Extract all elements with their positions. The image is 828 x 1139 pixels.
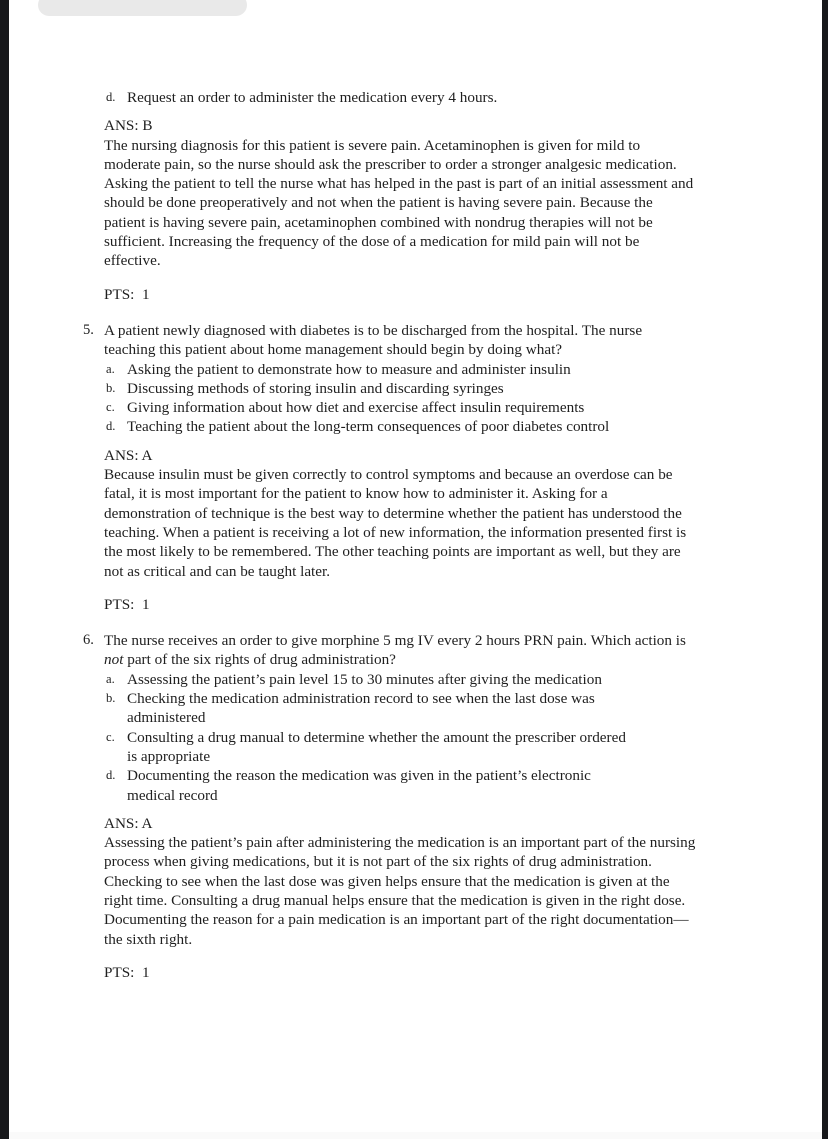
points-line: PTS: 1 [104,595,150,613]
options-list [104,670,804,805]
option-row-c [104,398,804,417]
answer-block-q5 [104,446,804,581]
option-letter: b. [106,380,116,395]
option-letter: d. [106,768,116,783]
answer-label: ANS: A [104,814,153,832]
bottom-strip [9,1132,822,1139]
document-content [83,88,804,982]
italic-word: not [104,651,124,669]
points-line: PTS: 1 [104,285,150,303]
option-letter: a. [106,361,115,376]
question-number: 5. [83,321,94,338]
answer-label: ANS: B [104,117,153,135]
answer-explanation: The nursing diagnosis for this patient is severe pain. Acetaminophen is given for mild to moderate pain, so the nurse should ask the prescriber to order a stronger analgesic medication. Asking the patient to tell the nurse what has helped in the past is part of an initial assessment and should be done preoperatively and not when the patient is having severe pain. Because the patient is having severe pain, acetaminophen combined with nondrug therapies will not be sufficient. Increasing the frequency of the dose of a medication for mild pain will not be effective. [104,136,694,270]
option-letter: a. [106,671,115,686]
option-letter: b. [106,691,116,706]
option-letter: d. [106,90,116,104]
device-edge-right [822,0,828,1139]
option-row-b [104,379,804,398]
option-text: Giving information about how diet and exercise affect insulin requirements [127,399,585,417]
option-row-c [104,728,804,767]
option-text: Consulting a drug manual to determine whether the amount the prescriber ordered is appropriate [127,728,626,765]
question-text-line1: The nurse receives an order to give morphine 5 mg IV every 2 hours PRN pain. Which action is [104,632,686,650]
option-text: Checking the medication administration record to see when the last dose was administered [127,690,595,727]
question-text-line2-rest: part of the six rights of drug administration? [123,651,396,669]
option-row-b [104,689,804,728]
question-6 [83,631,804,805]
option-row-a [104,360,804,379]
question-text [104,631,804,670]
option-text: Assessing the patient’s pain level 15 to 30 minutes after giving the medication [127,670,602,688]
options-list [104,360,804,437]
answer-explanation: Because insulin must be given correctly to control symptoms and because an overdose can be fatal, it is most important for the patient to know how to administer it. Asking for a demonstration of technique is the best way to determine whether the patient has understood the teaching. When a patient is receiving a lot of new information, the information presented first is the most likely to be remembered. The other teaching points are important as well, but they are not as critical and can be taught later. [104,466,687,580]
option-letter: c. [106,729,115,744]
answer-block-q6 [104,814,804,949]
option-text: Teaching the patient about the long-term consequences of poor diabetes control [127,418,610,436]
question-number: 6. [83,632,94,649]
option-letter: c. [106,400,115,415]
option-row-d-carryover [104,88,804,107]
option-text: Discussing methods of storing insulin and discarding syringes [127,379,504,397]
option-text: Documenting the reason the medication was given in the patient’s electronic medical record [127,767,591,804]
answer-explanation: Assessing the patient’s pain after administering the medication is an important part of the nursing process when giving medications, but it is not part of the six rights of drug administration. Checking to see when the last dose was given helps ensure that the medication is given at the right time. Consulting a drug manual helps ensure that the medication is given in the right dose. Documenting the reason for a pain medication is an important part of the right documentation— the sixth right. [104,834,696,948]
device-edge-left [0,0,9,1139]
option-text: Request an order to administer the medication every 4 hours. [127,89,498,106]
answer-label: ANS: A [104,446,153,464]
option-text: Asking the patient to demonstrate how to measure and administer insulin [127,360,571,378]
option-row-a [104,670,804,689]
option-letter: d. [106,419,116,434]
answer-block-q4 [104,116,804,270]
points-line: PTS: 1 [104,963,150,981]
question-text-line2 [104,650,804,669]
question-5 [83,321,804,437]
option-row-d [104,766,804,805]
option-row-d [104,417,804,436]
question-text: A patient newly diagnosed with diabetes is to be discharged from the hospital. The nurse teaching this patient about home management should begin by doing what? [104,321,643,359]
top-tab-pill[interactable] [38,0,247,16]
